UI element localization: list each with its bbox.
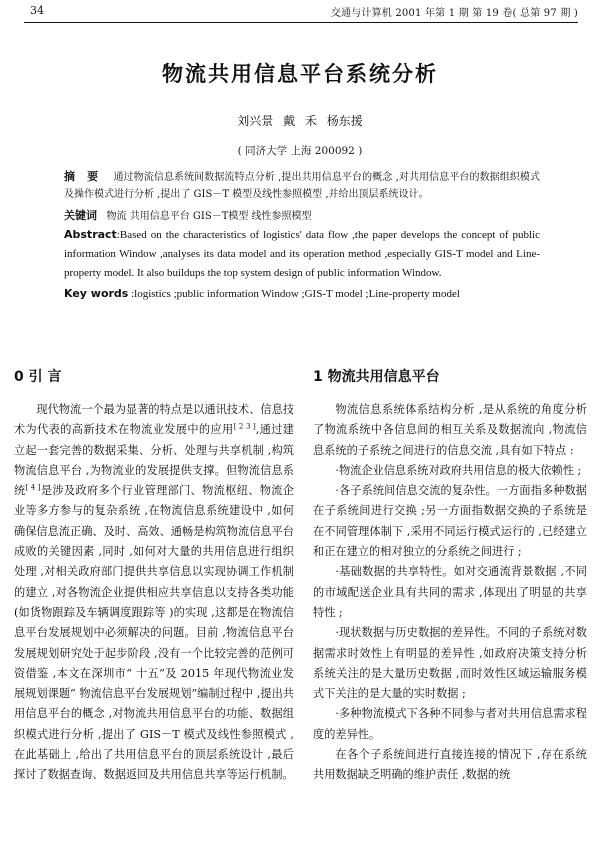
section-0-text-b: ,通过建立起一套完善的数据采集、分析、处理与共享机制 ,构筑物流信息平台 ,为物流业的发展提供支撑。但物流信息系统 bbox=[14, 423, 294, 498]
keywords-en-label: Key words bbox=[64, 287, 129, 300]
keywords-cn-text: 物流 共用信息平台 GIS－T模型 线性参照模型 bbox=[106, 211, 312, 222]
section-1-heading: 1 物流共用信息平台 bbox=[313, 369, 440, 385]
abstract-cn bbox=[64, 168, 540, 203]
section-1-paragraph: ·现状数据与历史数据的差异性。不同的子系统对数据需求时效性上有明显的差异性 ,如政府决策支持分析系统关注的是大量历史数据 ,而时效性区域运输服务模式下关注的是大量的实时数据 ; bbox=[313, 626, 587, 701]
section-1-paragraph: 物流信息系统体系结构分析 ,是从系统的角度分析了物流系统中各信息间的相互关系及数据流向 ,物流信息系统的子系统之间进行的信息交流 ,具有如下特点 : bbox=[313, 403, 587, 457]
keywords-cn-label: 关键词 bbox=[64, 209, 97, 222]
section-1-paragraph: ·各子系统间信息交流的复杂性。一方面指多种数据在子系统间进行交换 ;另一方面指数据交换的子系统是在不同管理体制下 ,采用不同运行模式运行的 ,已经建立和正在建立的相对独立的分系统之间进行 ; bbox=[313, 484, 587, 559]
abstract-en-text: :Based on the characteristics of logistics' data flow ,the paper develops the concept of public information Window ,analyses its data model and its operation method ,especially GIS-T model and Line-property model. It also buildups the top system design of public information Window. bbox=[64, 229, 540, 279]
section-0-paragraph bbox=[14, 400, 294, 786]
affiliation: ( 同济大学 上海 200092 ) bbox=[237, 145, 363, 157]
right-column bbox=[313, 366, 587, 786]
citation-ref: [ 2 3 ] bbox=[233, 422, 256, 431]
abstract-cn-label: 摘要 bbox=[64, 170, 111, 183]
keywords-en-text: :logistics ;public information Window ;GIS-T model ;Line-property model bbox=[131, 288, 460, 300]
abstract-en-label: Abstract bbox=[64, 228, 117, 241]
header-rule bbox=[24, 22, 578, 23]
section-1-paragraph: ·物流企业信息系统对政府共用信息的极大依赖性 ; bbox=[335, 463, 582, 477]
section-0-text-a: 现代物流一个最为显著的特点是以通讯技术、信息技术为代表的高新技术在物流业发展中的应用 bbox=[14, 403, 294, 437]
section-1-paragraph: ·多种物流模式下各种不同参与者对共用信息需求程度的差异性。 bbox=[313, 707, 587, 741]
section-0-heading: 0 引 言 bbox=[14, 369, 62, 385]
citation-ref: [ 4 ] bbox=[25, 483, 41, 492]
page-number: 34 bbox=[30, 4, 44, 17]
keywords-cn bbox=[64, 207, 540, 225]
running-header: 交通与计算机 2001 年第 1 期 第 19 卷( 总第 97 期 ) bbox=[330, 8, 578, 19]
section-1-paragraph: ·基础数据的共享特性。如对交通流背景数据 ,不同的市域配送企业具有共同的需求 ,体现出了明显的共享特性 ; bbox=[313, 565, 587, 619]
abstract-block bbox=[64, 168, 540, 304]
keywords-en bbox=[64, 284, 540, 304]
section-0-text-c: 是涉及政府多个行业管理部门、物流枢纽、物流企业等多方参与的复杂系统 ,在物流信息系统建设中 ,如何确保信息流正确、及时、高效、通畅是构筑物流信息平台成败的关键因素 ,同时 ,如何对大量的共用信息进行组织处理 ,对相关政府部门提供共享信息以实现协调工作机制的建立 ,对各物流企业提供相应共享信息以支持各类功能 (如货物跟踪及车辆调度跟踪等 )的实现 ,这都是在物流信息平台发展规划中必须解决的问题。目前 ,物流信息平台发展规划研究处于起步阶段 ,没有一个比较完善的范例可资借鉴 ,本文在深圳市“ 十五”及 2015 年现代物流业发展规划课题“ 物流信息平台发展规划”编制过程中 ,提出共用信息平台的概念 ,对物流共用信息平台的功能、数据组织模式进行分析 ,提出了 GIS－T 模式及线性参照模式 ,在此基础上 ,给出了共用信息平台的顶层系统设计 ,最后探讨了数据查询、数据返回及共用信息共享等运行机制。 bbox=[14, 484, 294, 782]
abstract-cn-text: 通过物流信息系统间数据流特点分析 ,提出共用信息平台的概念 ,对共用信息平台的数据组织模式及操作模式进行分析 ,提出了 GIS－T 模型及线性参照模型 ,并给出顶层系统设计。 bbox=[64, 172, 541, 200]
paper-title: 物流共用信息平台系统分析 bbox=[162, 62, 438, 86]
abstract-en bbox=[64, 225, 540, 283]
section-1-paragraph: 在各个子系统间进行直接连接的情况下 ,存在系统共用数据缺乏明确的维护责任 ,数据的统 bbox=[313, 748, 587, 782]
authors: 刘兴景 戴 禾 杨东援 bbox=[237, 114, 363, 128]
left-column bbox=[14, 366, 294, 786]
